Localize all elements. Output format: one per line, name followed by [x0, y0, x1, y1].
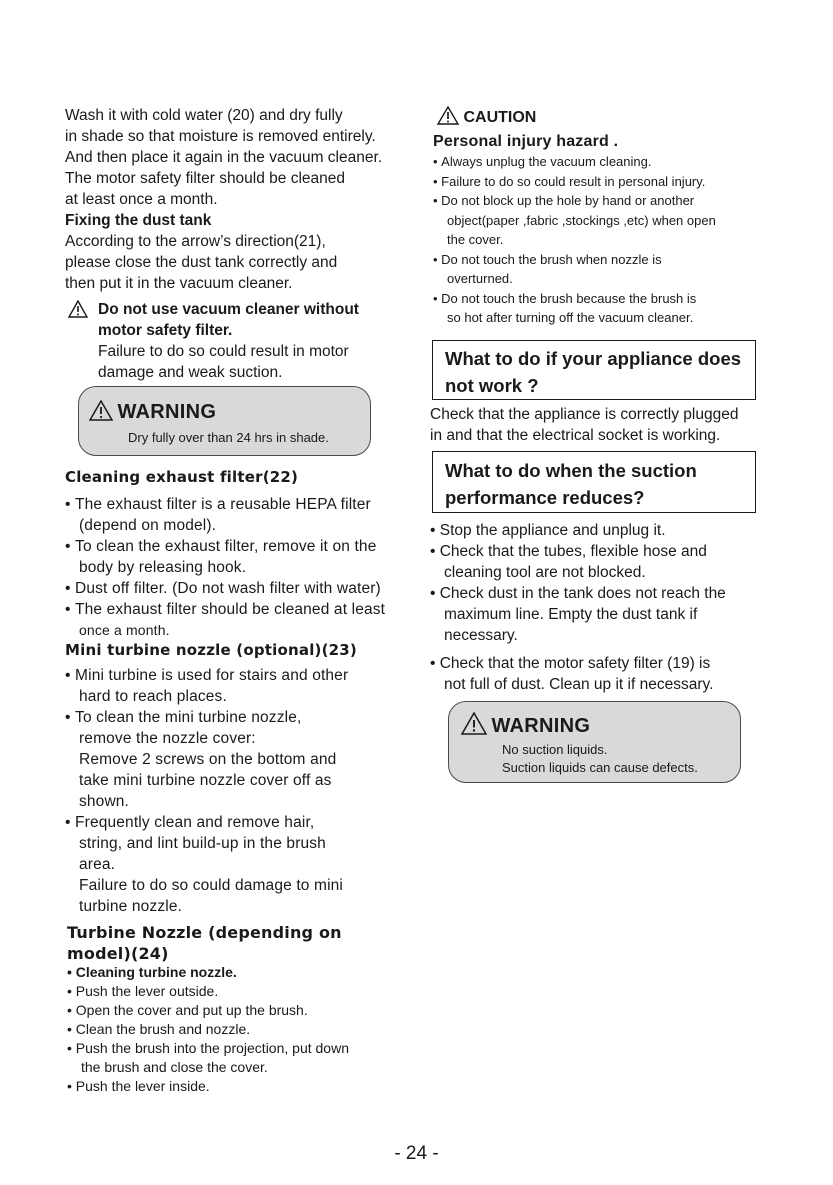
exhaust-filter-heading: Cleaning exhaust filter(22) [65, 468, 299, 486]
text-line: The motor safety filter should be cleaned [65, 170, 346, 187]
suction-list [430, 520, 726, 646]
list-item-cont: maximum line. Empty the dust tank if [444, 606, 698, 623]
list-item: • Dust off filter. (Do not wash filter with water) [65, 578, 385, 599]
text-line: According to the arrow’s direction(21), [65, 233, 326, 250]
hazard-heading: Personal injury hazard . [433, 133, 619, 150]
list-item: • Push the lever outside. [67, 982, 349, 1001]
list-item-cont: Remove 2 screws on the bottom and [79, 751, 337, 768]
list-item-cont: area. [79, 856, 116, 873]
list-item-cont: Failure to do so could damage to mini [79, 877, 344, 894]
warning-triangle-icon [68, 300, 88, 320]
list-item-cont: cleaning tool are not blocked. [444, 564, 646, 581]
mini-turbine-list [65, 665, 348, 917]
list-item: • Do not touch the brush when nozzle is [433, 250, 716, 270]
text-line: And then place it again in the vacuum cleaner. [65, 149, 383, 166]
text-line: at least once a month. [65, 191, 218, 208]
list-item: • Push the brush into the projection, put down [67, 1039, 349, 1058]
hazard-list [433, 152, 716, 328]
box-appliance-not-work [432, 340, 756, 400]
list-item-cont: remove the nozzle cover: [79, 730, 256, 747]
heading-line: Turbine Nozzle (depending on [67, 923, 342, 942]
list-item-cont: shown. [79, 793, 130, 810]
list-item: • Do not block up the hole by hand or another [433, 191, 716, 211]
warning-triangle-icon [437, 106, 459, 125]
list-item: • Failure to do so could result in personal injury. [433, 172, 716, 192]
box-title [433, 452, 755, 511]
box-title [433, 341, 755, 399]
notice-line: damage and weak suction. [98, 364, 283, 381]
list-item-cont: so hot after turning off the vacuum cleaner. [447, 310, 694, 325]
list-item: • Check that the tubes, flexible hose and [430, 541, 726, 562]
list-item: • Mini turbine is used for stairs and other [65, 665, 348, 686]
list-item: • The exhaust filter should be cleaned at least [65, 599, 385, 620]
list-item-cont: string, and lint build-up in the brush [79, 835, 326, 852]
heading-line: model)(24) [67, 944, 169, 963]
fixing-dust-tank-heading: Fixing the dust tank [65, 212, 212, 229]
list-item: • To clean the mini turbine nozzle, [65, 707, 348, 728]
list-item: • Push the lever inside. [67, 1077, 349, 1096]
list-item-cont: (depend on model). [79, 517, 217, 534]
intro-paragraph [65, 105, 382, 210]
page-number: - 24 - [394, 1143, 439, 1164]
list-item: • Stop the appliance and unplug it. [430, 520, 726, 541]
list-item-cont: not full of dust. Clean up it if necessary. [444, 676, 714, 693]
text-line: then put it in the vacuum cleaner. [65, 275, 293, 292]
warning-box-dry [78, 386, 371, 456]
list-item: • Clean the brush and nozzle. [67, 1020, 349, 1039]
box-title-line: What to do if your appliance does [445, 348, 742, 369]
box-suction-reduces [432, 451, 756, 513]
warning-box-liquids [448, 701, 741, 783]
text-line: Check that the appliance is correctly plugged [430, 406, 739, 423]
warning-text: Dry fully over than 24 hrs in shade. [128, 430, 329, 445]
caution-title-row [437, 106, 536, 127]
list-item: • Always unplug the vacuum cleaning. [433, 152, 716, 172]
list-item-cont: necessary. [444, 627, 518, 644]
list-item-cont: hard to reach places. [79, 688, 227, 705]
list-item: • To clean the exhaust filter, remove it on the [65, 536, 385, 557]
list-item-cont: turbine nozzle. [79, 898, 183, 915]
list-item-cont: the cover. [447, 232, 504, 247]
suction-list-last [430, 653, 713, 695]
list-item: • Check dust in the tank does not reach the [430, 583, 726, 604]
list-item: • Do not touch the brush because the brush is [433, 289, 716, 309]
text-line: please close the dust tank correctly and [65, 254, 338, 271]
box-title-line: performance reduces? [445, 487, 645, 508]
warning-triangle-icon [461, 712, 487, 735]
fixing-dust-tank-text [65, 231, 337, 294]
warning-text [502, 741, 698, 777]
list-item: • Frequently clean and remove hair, [65, 812, 348, 833]
mini-turbine-heading: Mini turbine nozzle (optional)(23) [65, 641, 357, 659]
list-item-cont: body by releasing hook. [79, 559, 247, 576]
turbine-nozzle-list [67, 963, 349, 1096]
list-item-cont: the brush and close the cover. [81, 1059, 268, 1075]
list-item-cont: overturned. [447, 271, 513, 286]
list-item: • Check that the motor safety filter (19) is [430, 653, 713, 674]
list-item: • The exhaust filter is a reusable HEPA filter [65, 494, 385, 515]
text-line: Wash it with cold water (20) and dry fully [65, 107, 343, 124]
exhaust-filter-list [65, 494, 385, 641]
list-item-cont: object(paper ,fabric ,stockings ,etc) when open [447, 212, 716, 228]
safety-filter-notice [98, 299, 359, 383]
warning-title: WARNING [491, 715, 591, 737]
warning-line: Suction liquids can cause defects. [502, 760, 698, 775]
text-line: in and that the electrical socket is working. [430, 427, 721, 444]
box-title-line: not work ? [445, 375, 539, 396]
turbine-nozzle-heading [67, 922, 342, 964]
notice-bold-line: motor safety filter. [98, 322, 233, 339]
list-item: • Cleaning turbine nozzle. [67, 963, 349, 982]
notice-bold-line: Do not use vacuum cleaner without [98, 301, 359, 318]
list-item-cont: take mini turbine nozzle cover off as [79, 772, 332, 789]
notice-line: Failure to do so could result in motor [98, 343, 349, 360]
list-item-cont: once a month. [79, 622, 170, 638]
box-title-line: What to do when the suction [445, 460, 697, 481]
warning-title-row [89, 400, 216, 424]
warning-title: WARNING [117, 401, 217, 423]
text-line: in shade so that moisture is removed entirely. [65, 128, 376, 145]
warning-triangle-icon [89, 400, 113, 421]
warning-title-row [461, 712, 590, 738]
warning-line: No suction liquids. [502, 742, 608, 757]
caution-title: CAUTION [463, 109, 537, 126]
list-item: • Open the cover and put up the brush. [67, 1001, 349, 1020]
appliance-check-text [430, 404, 738, 446]
